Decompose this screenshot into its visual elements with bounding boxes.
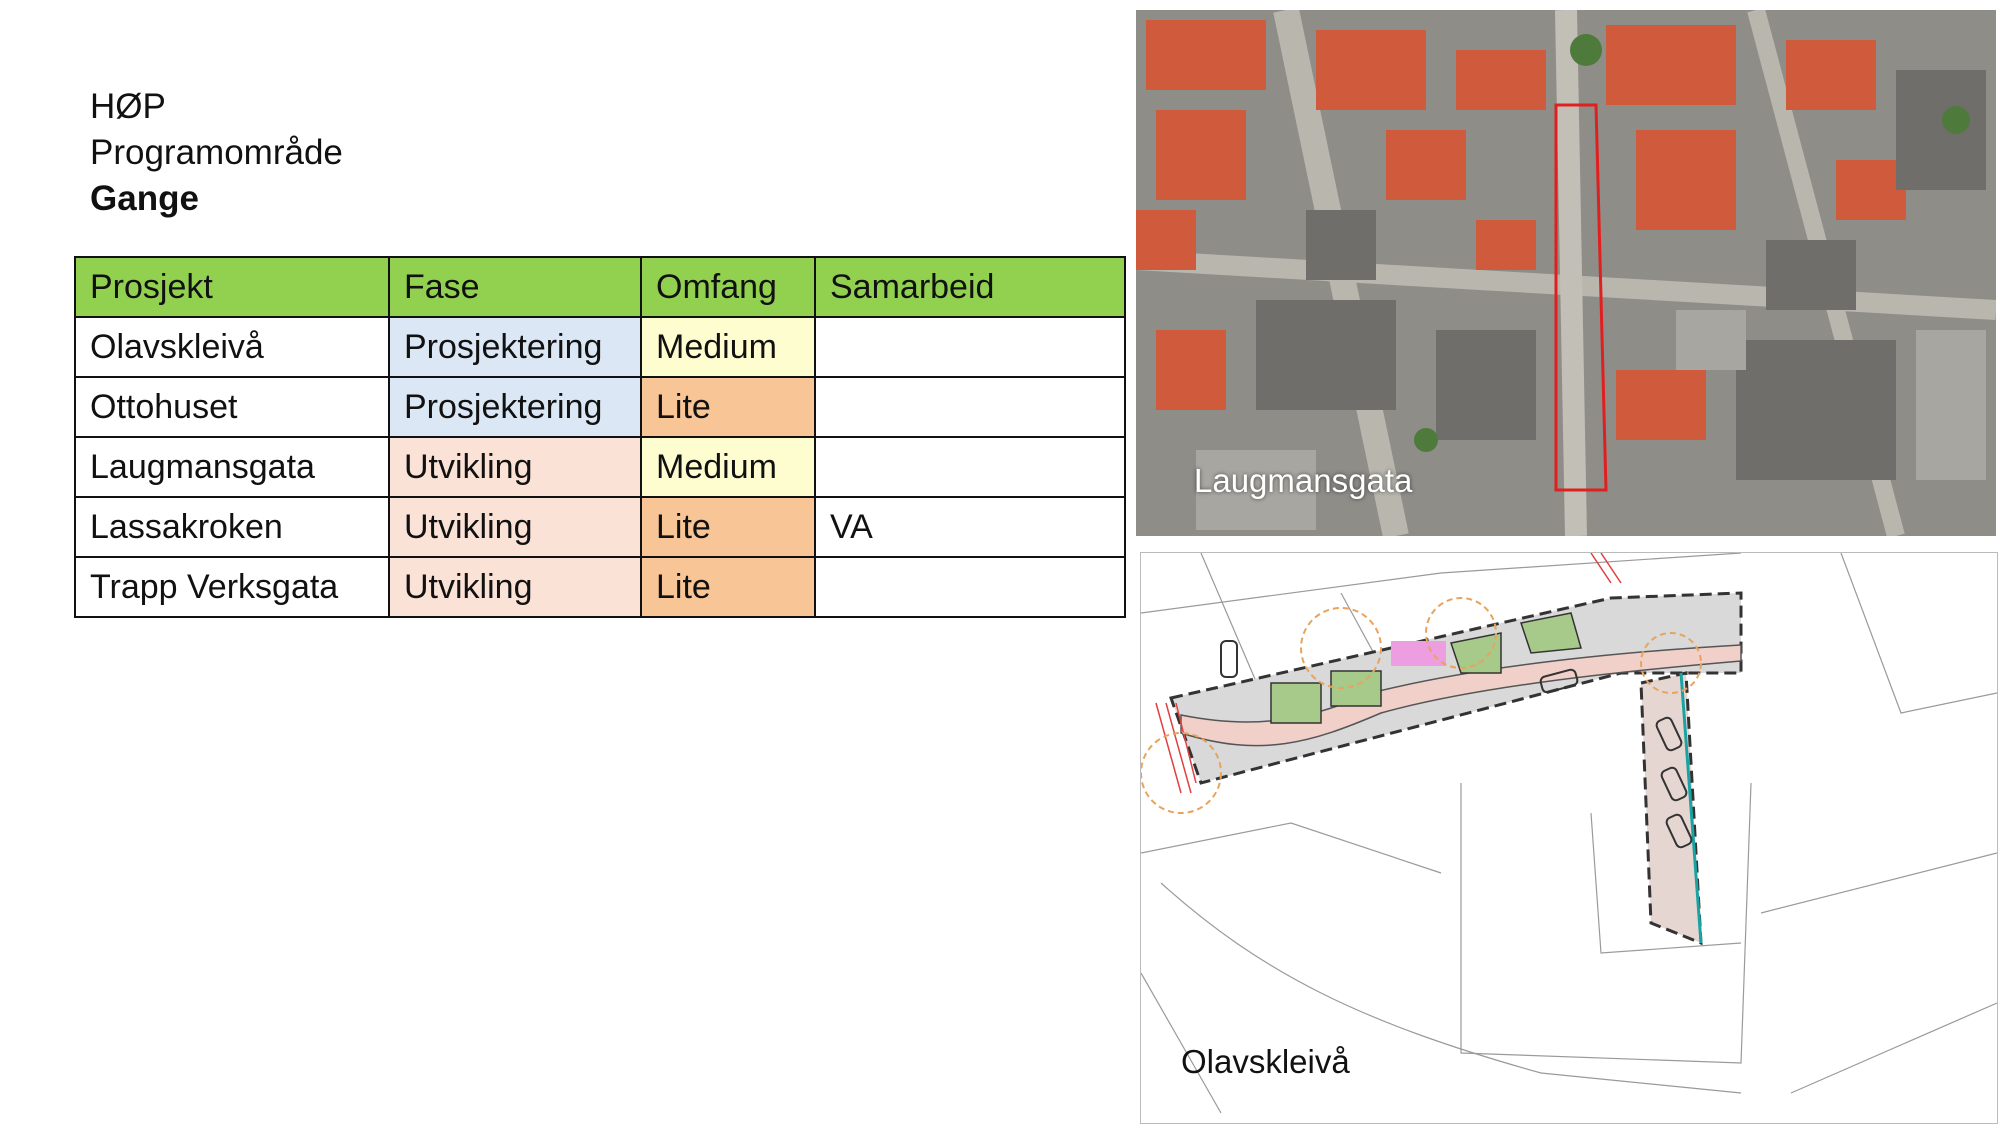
aerial-caption: Laugmansgata: [1194, 462, 1413, 499]
heading-line-hop: HØP: [90, 87, 166, 126]
cell-prosjekt: Olavskleivå: [75, 317, 389, 377]
cell-prosjekt: Lassakroken: [75, 497, 389, 557]
cell-omfang: Medium: [641, 437, 815, 497]
table-header-row: [75, 257, 1125, 317]
aerial-map-graphic: [1136, 10, 1996, 536]
page-heading: [90, 84, 343, 222]
header-samarbeid: Samarbeid: [815, 257, 1125, 317]
cell-fase: Prosjektering: [389, 377, 641, 437]
aerial-map-image: [1136, 10, 1996, 536]
cell-fase: Prosjektering: [389, 317, 641, 377]
table-row: [75, 377, 1125, 437]
cell-samarbeid: [815, 557, 1125, 617]
header-prosjekt: Prosjekt: [75, 257, 389, 317]
cell-omfang: Lite: [641, 557, 815, 617]
site-plan-graphic: [1141, 553, 1997, 1123]
cell-omfang: Medium: [641, 317, 815, 377]
site-plan-image: [1140, 552, 1998, 1124]
table-row: [75, 437, 1125, 497]
cell-samarbeid: [815, 437, 1125, 497]
cell-fase: Utvikling: [389, 557, 641, 617]
cell-prosjekt: Laugmansgata: [75, 437, 389, 497]
heading-line-programomrade: Programområde: [90, 133, 343, 172]
cell-omfang: Lite: [641, 377, 815, 437]
plan-caption: Olavskleivå: [1181, 1043, 1350, 1080]
project-table: [74, 256, 1126, 618]
heading-line-gange: Gange: [90, 179, 199, 218]
cell-prosjekt: Ottohuset: [75, 377, 389, 437]
table-row: [75, 557, 1125, 617]
cell-fase: Utvikling: [389, 437, 641, 497]
cell-omfang: Lite: [641, 497, 815, 557]
table-row: [75, 317, 1125, 377]
header-omfang: Omfang: [641, 257, 815, 317]
header-fase: Fase: [389, 257, 641, 317]
cell-samarbeid: [815, 317, 1125, 377]
cell-prosjekt: Trapp Verksgata: [75, 557, 389, 617]
cell-samarbeid: VA: [815, 497, 1125, 557]
cell-samarbeid: [815, 377, 1125, 437]
cell-fase: Utvikling: [389, 497, 641, 557]
table-row: [75, 497, 1125, 557]
